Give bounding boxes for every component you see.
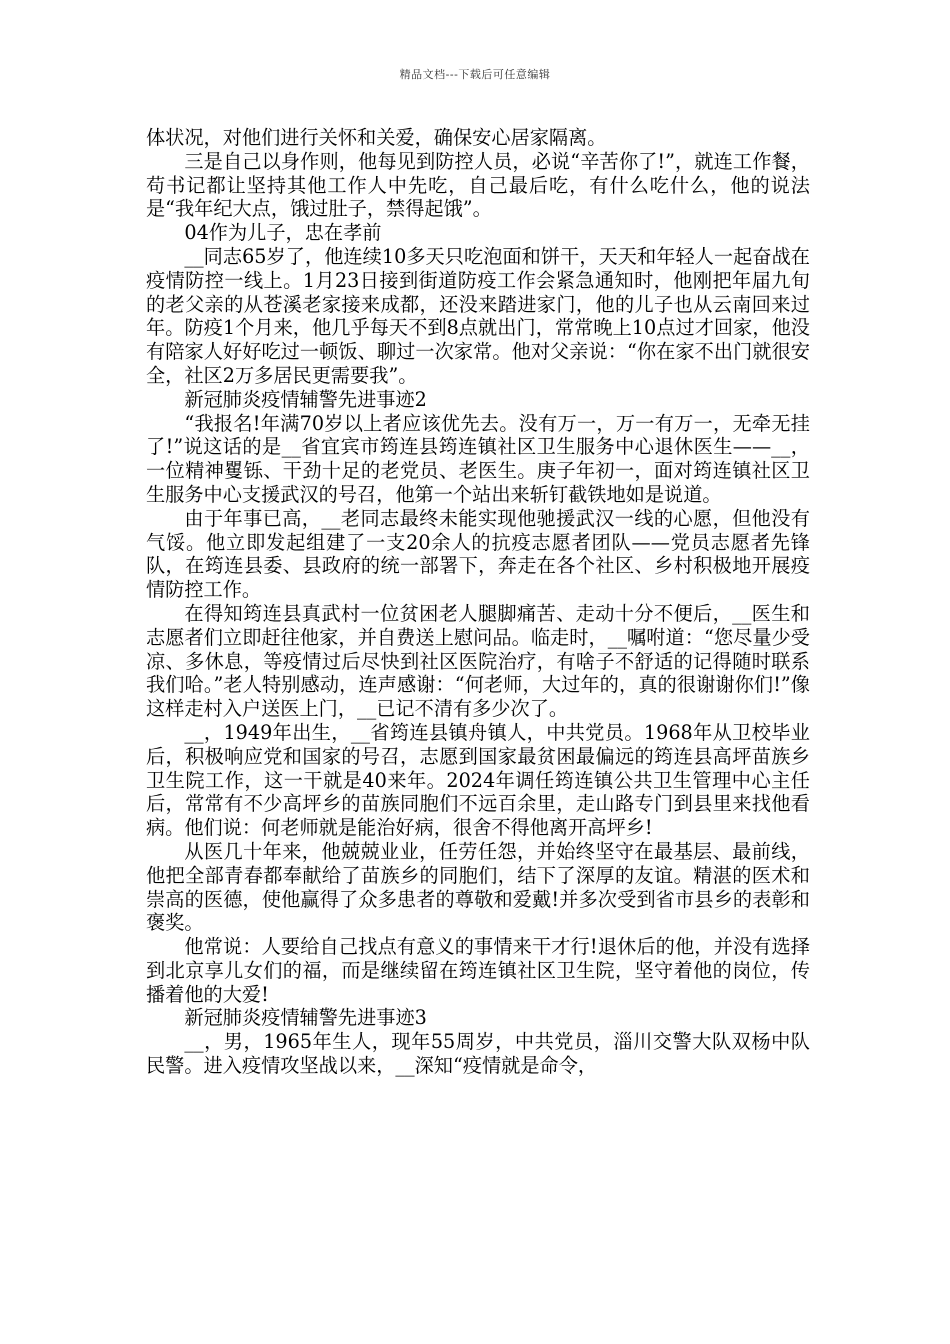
paragraph: “我报名!年满70岁以上者应该优先去。没有万一，万一有万一，无牵无挂了!”说这话的是__省宜宾市筠连县筠连镇社区卫生服务中心退休医生——__，一位精神矍铄、干劲十足的老党员、老医生。庚子年初一，面对筠连镇社区卫生服务中心支援武汉的号召，他第一个站出来斩钉截铁地如是说道。 (146, 411, 810, 506)
paragraph: __，男，1965年生人，现年55周岁，中共党员，淄川交警大队双杨中队民警。进入疫情攻坚战以来，__深知“疫情就是命令， (146, 1030, 810, 1078)
page-header: 精品文档---下载后可任意编辑 (399, 68, 551, 81)
paragraph: 体状况，对他们进行关怀和关爱，确保安心居家隔离。 (146, 126, 607, 149)
paragraph: 三是自己以身作则，他每见到防控人员，必说“辛苦你了!”，就连工作餐，苟书记都让坚持其他工作人中先吃，自己最后吃，有什么吃什么，他的说法是“我年纪大点，饿过肚子，禁得起饿”。 (146, 149, 810, 221)
paragraph: 由于年事已高，__老同志最终未能实现他驰援武汉一线的心愿，但他没有气馁。他立即发起组建了一支20余人的抗疫志愿者团队——党员志愿者先锋队，在筠连县委、县政府的统一部署下，奔走在各个社区、乡村积极地开展疫情防控工作。 (146, 506, 810, 602)
section-heading: 新冠肺炎疫情辅警先进事迹2 (184, 387, 427, 411)
paragraph: __，1949年出生，__省筠连县镇舟镇人，中共党员。1968年从卫校毕业后，积极响应党和国家的号召，志愿到国家最贫困最偏远的筠连县高坪苗族乡卫生院工作，这一干就是40来年。2024年调任筠连镇公共卫生管理中心主任后，常常有不少高坪乡的苗族同胞们不远百余里，走山路专门到县里来找他看病。他们说：何老师就是能治好病，很舍不得他离开高坪乡! (146, 720, 810, 840)
paragraph: 他常说：人要给自己找点有意义的事情来干才行!退休后的他，并没有选择到北京享儿女们的福，而是继续留在筠连镇社区卫生院，坚守着他的岗位，传播着他的大爱! (146, 935, 810, 1006)
paragraph: 在得知筠连县真武村一位贫困老人腿脚痛苦、走动十分不便后，__医生和志愿者们立即赶往他家，并自费送上慰问品。临走时，__嘱咐道：“您尽量少受凉、多休息，等疫情过后尽快到社区医院治疗，有啥子不舒适的记得随时联系我们哈。”老人特别感动，连声感谢：“何老师，大过年的，真的很谢谢你们!”像这样走村入户送医上门，__已记不清有多少次了。 (146, 601, 810, 721)
section-heading: 新冠肺炎疫情辅警先进事迹3 (184, 1006, 427, 1030)
paragraph: 从医几十年来，他兢兢业业，任劳任怨，并始终坚守在最基层、最前线，他把全部青春都奉献给了苗族乡的同胞们，结下了深厚的友谊。精湛的医术和崇高的医德，使他赢得了众多患者的尊敬和爱戴!并多次受到省市县乡的表彰和褒奖。 (146, 839, 810, 935)
document-body (146, 126, 810, 1078)
section-heading: 04作为儿子，忠在孝前 (184, 221, 382, 245)
paragraph: __同志65岁了，他连续10多天只吃泡面和饼干，天天和年轻人一起奋战在疫情防控一线上。1月23日接到街道防疫工作会紧急通知时，他刚把年届九旬的老父亲的从苍溪老家接来成都，还没来踏进家门，他的儿子也从云南回来过年。防疫1个月来，他几乎每天不到8点就出门，常常晚上10点过才回家，他没有陪家人好好吃过一顿饭、聊过一次家常。他对父亲说：“你在家不出门就很安全，社区2万多居民更需要我”。 (146, 244, 810, 387)
